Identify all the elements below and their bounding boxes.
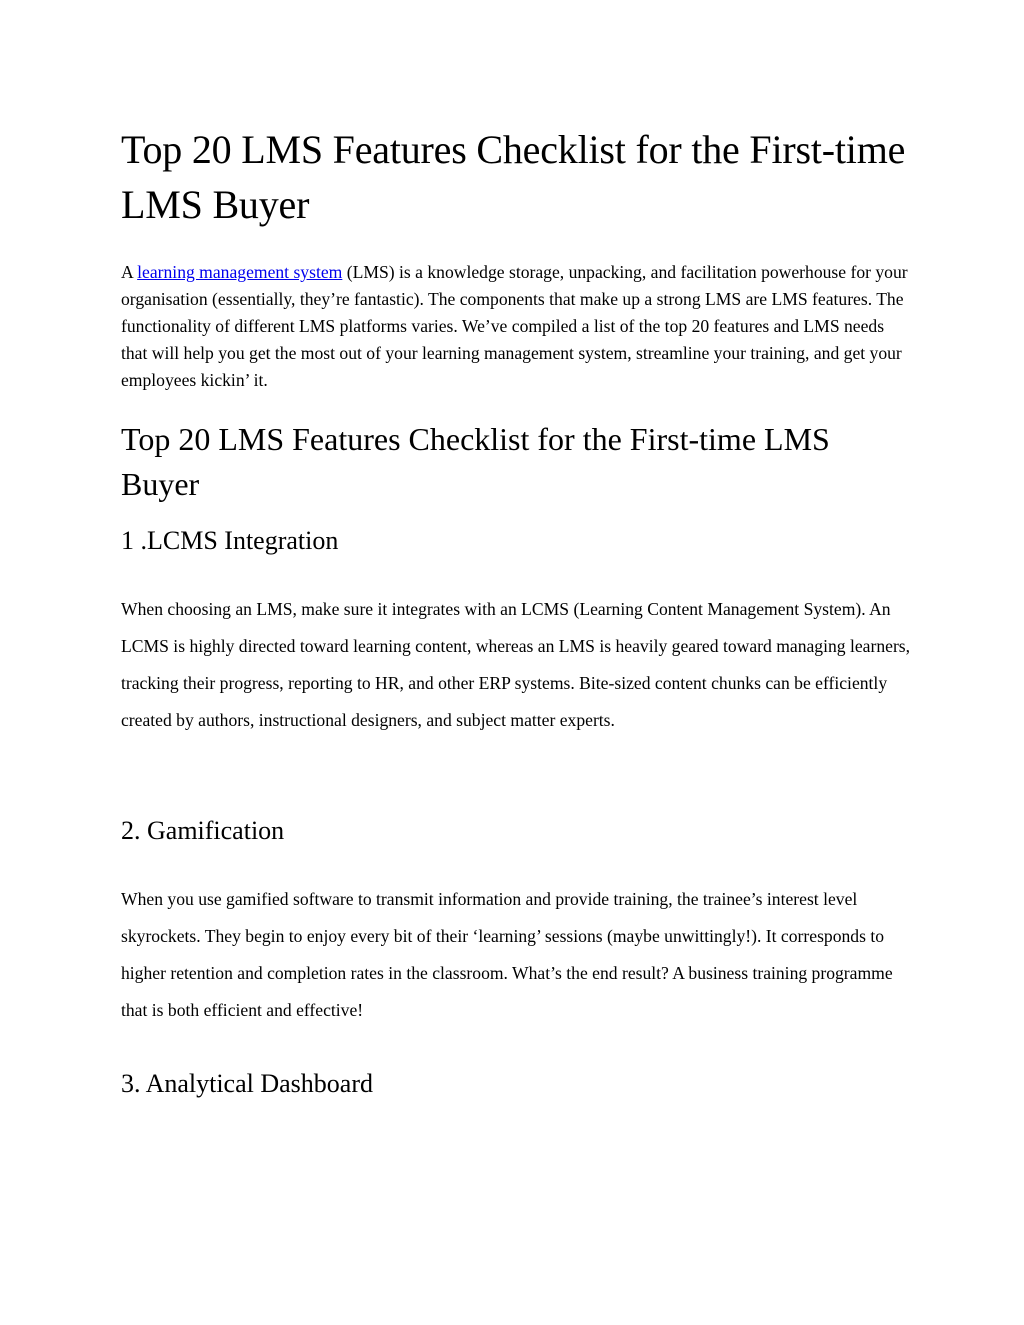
intro-paragraph — [121, 259, 911, 394]
section-body-lcms-integration: When choosing an LMS, make sure it integrates with an LCMS (Learning Content Management System). An LCMS is highly directed toward learning content, whereas an LMS is heavily geared toward managing learners, tracking their progress, reporting to HR, and other ERP systems. Bite-sized content chunks can be efficiently created by authors, instructional designers, and subject matter experts. — [121, 599, 911, 730]
section-heading-analytical-dashboard: 3. Analytical Dashboard — [121, 1069, 373, 1098]
lms-link[interactable]: learning management system — [137, 262, 343, 282]
section-title: Top 20 LMS Features Checklist for the First-time LMS Buyer — [121, 421, 830, 502]
page-title: Top 20 LMS Features Checklist for the First-time LMS Buyer — [121, 127, 906, 227]
section-body-gamification: When you use gamified software to transmit information and provide training, the trainee’s interest level skyrockets. They begin to enjoy every bit of their ‘learning’ sessions (maybe unwittingly!). It corresponds to higher retention and completion rates in the classroom. What’s the end result? A business training programme that is both efficient and effective! — [121, 889, 893, 1020]
intro-suffix: (LMS) is a knowledge storage, unpacking, and facilitation powerhouse for your organisation (essentially, they’re fantastic). The components that make up a strong LMS are LMS features. The functionality of different LMS platforms varies. We’ve compiled a list of the top 20 features and LMS needs that will help you get the most out of your learning management system, streamline your training, and get your employees kickin’ it. — [121, 262, 908, 390]
section-heading-lcms-integration: 1 .LCMS Integration — [121, 526, 339, 555]
section-heading-gamification: 2. Gamification — [121, 816, 285, 845]
intro-prefix: A — [121, 262, 138, 282]
